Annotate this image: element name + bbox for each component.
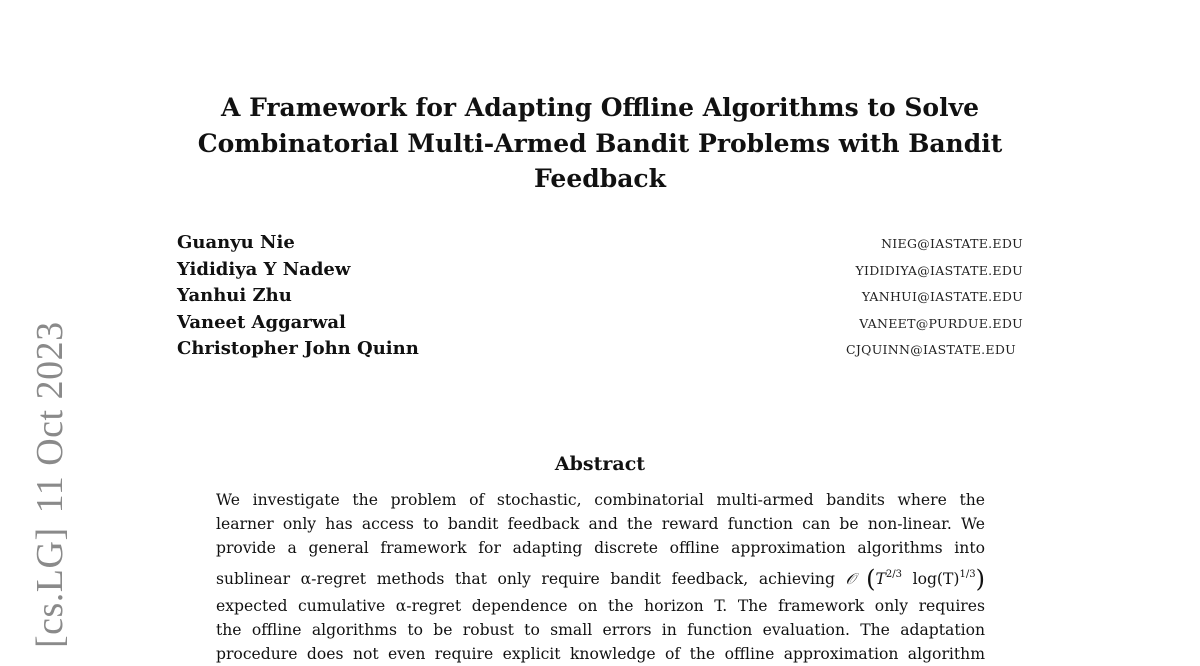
author-email: YIDIDIYA@IASTATE.EDU xyxy=(855,262,1023,278)
paper-title xyxy=(150,90,1050,197)
math-var-t: T xyxy=(875,570,886,588)
abstract-line: learner only has access to bandit feedback and the reward function can be non-linear. We xyxy=(216,515,985,533)
abstract-line: provide a general framework for adapting discrete offline approximation algorithms into xyxy=(216,539,985,557)
abstract-line: the offline algorithms to be robust to small errors in function evaluation. The adaptation xyxy=(216,621,985,639)
author-row xyxy=(177,312,1023,339)
author-email: YANHUI@IASTATE.EDU xyxy=(861,289,1023,304)
arxiv-date: 11 Oct 2023 xyxy=(29,321,71,514)
arxiv-category: [cs.LG] xyxy=(29,527,71,648)
author-row xyxy=(177,285,1023,312)
author-email: NIEG@IASTATE.EDU xyxy=(881,236,1023,251)
abstract-text: sublinear α-regret methods that only require bandit feedback, achieving xyxy=(216,570,835,588)
exponent: 2/3 xyxy=(885,569,902,580)
exponent: 1/3 xyxy=(959,569,976,580)
author-name: Yididiya Y Nadew xyxy=(177,258,351,280)
author-row xyxy=(177,338,1023,365)
big-o-symbol: 𝒪 xyxy=(845,570,856,588)
author-name: Yanhui Zhu xyxy=(177,285,292,306)
abstract-body xyxy=(216,488,985,666)
author-name: Christopher John Quinn xyxy=(177,338,419,359)
abstract-line: We investigate the problem of stochastic, combinatorial multi-armed bandits where the xyxy=(216,491,985,509)
title-line: Combinatorial Multi-Armed Bandit Problems with Bandit xyxy=(197,128,1003,158)
author-list xyxy=(177,232,1023,365)
author-name: Guanyu Nie xyxy=(177,232,295,253)
math-log: log(T) xyxy=(912,570,960,588)
author-row xyxy=(177,259,1023,286)
title-line: Feedback xyxy=(534,164,666,193)
abstract-heading: Abstract xyxy=(554,453,646,475)
abstract-line: procedure does not even require explicit knowledge of the offline approximation algorithm xyxy=(216,645,985,663)
author-email: VANEET@PURDUE.EDU xyxy=(859,315,1023,331)
arxiv-sidebar-stamp xyxy=(28,321,72,648)
title-line: A Framework for Adapting Offline Algorithms to Solve xyxy=(220,93,980,122)
author-email: CJQUINN@IASTATE.EDU xyxy=(845,342,1016,357)
abstract-line: expected cumulative α-regret dependence on the horizon T. The framework only requires xyxy=(216,597,985,615)
author-name: Vaneet Aggarwal xyxy=(177,311,346,333)
regret-bound-formula: 𝒪 ($T^{2/3}$ $\log(T)^{1/3}$) xyxy=(845,565,985,593)
abstract-line-with-math xyxy=(216,560,985,594)
author-row xyxy=(177,232,1023,259)
